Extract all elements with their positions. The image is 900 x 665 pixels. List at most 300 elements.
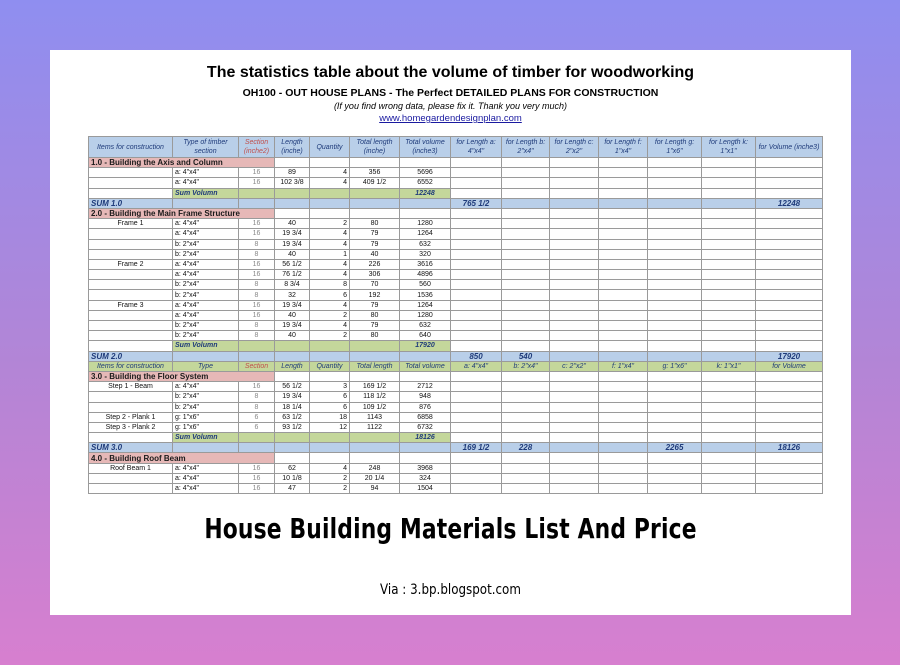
table-cell	[502, 392, 550, 402]
table-cell	[89, 402, 173, 412]
table-cell: b: 2"x4"	[173, 239, 239, 249]
table-cell	[550, 433, 599, 443]
table-cell	[756, 259, 823, 269]
table-cell: 16	[239, 259, 275, 269]
table-cell	[350, 198, 400, 208]
table-row	[89, 280, 823, 290]
table-cell	[702, 422, 756, 432]
table-cell	[451, 208, 502, 218]
table-cell	[502, 249, 550, 259]
table-cell	[599, 178, 648, 188]
table-row	[89, 422, 823, 432]
table-cell	[599, 453, 648, 463]
table-cell	[239, 433, 275, 443]
table-cell	[648, 453, 702, 463]
table-row	[89, 249, 823, 259]
table-cell	[702, 208, 756, 218]
table-cell	[239, 198, 275, 208]
table-cell	[599, 239, 648, 249]
table-cell: 17920	[756, 351, 823, 361]
table-cell: 40	[275, 310, 310, 320]
table-cell: Section	[239, 361, 275, 371]
table-cell	[550, 208, 599, 218]
table-cell: 79	[350, 239, 400, 249]
table-cell	[89, 392, 173, 402]
table-row	[89, 402, 823, 412]
table-cell	[599, 473, 648, 483]
table-cell	[702, 229, 756, 239]
table-cell	[239, 341, 275, 351]
table-cell: 18 1/4	[275, 402, 310, 412]
table-cell	[451, 249, 502, 259]
table-cell	[550, 158, 599, 168]
table-cell: a: 4"x4"	[173, 463, 239, 473]
table-cell: 3	[310, 382, 350, 392]
table-cell: f: 1"x4"	[599, 361, 648, 371]
header-cell: for Length c: 2"x2"	[550, 137, 599, 158]
table-cell	[550, 463, 599, 473]
table-cell	[599, 249, 648, 259]
table-cell	[756, 473, 823, 483]
table-row	[89, 473, 823, 483]
table-cell	[599, 392, 648, 402]
header-cell: for Length f: 1"x4"	[599, 137, 648, 158]
table-row	[89, 300, 823, 310]
table-cell	[599, 402, 648, 412]
table-cell	[756, 300, 823, 310]
table-cell: 16	[239, 382, 275, 392]
table-cell	[756, 158, 823, 168]
table-cell	[702, 463, 756, 473]
table-cell	[756, 433, 823, 443]
table-cell	[756, 422, 823, 432]
table-cell: SUM 3.0	[89, 443, 173, 453]
header-cell: Section (inche2)	[239, 137, 275, 158]
table-cell: b: 2"x4"	[502, 361, 550, 371]
table-cell: 118 1/2	[350, 392, 400, 402]
table-cell: b: 2"x4"	[173, 249, 239, 259]
table-cell: 765 1/2	[451, 198, 502, 208]
table-cell: 4896	[400, 270, 451, 280]
table-cell	[502, 371, 550, 381]
table-cell: 19 3/4	[275, 392, 310, 402]
table-cell	[648, 178, 702, 188]
table-cell	[275, 341, 310, 351]
table-cell	[756, 208, 823, 218]
table-cell	[599, 259, 648, 269]
table-cell	[756, 280, 823, 290]
table-cell: Step 3 - Plank 2	[89, 422, 173, 432]
table-cell	[702, 249, 756, 259]
table-cell	[310, 443, 350, 453]
table-cell: 560	[400, 280, 451, 290]
table-cell	[599, 433, 648, 443]
table-cell	[702, 402, 756, 412]
table-cell: 4	[310, 259, 350, 269]
table-cell: a: 4"x4"	[173, 484, 239, 494]
sheet-note: (If you find wrong data, please fix it. Thank you very much)	[333, 101, 568, 111]
table-cell: Total volume	[400, 361, 451, 371]
table-cell	[310, 188, 350, 198]
table-cell: SUM 1.0	[89, 198, 173, 208]
table-row	[89, 412, 823, 422]
table-cell	[648, 249, 702, 259]
sum-volumn-row	[89, 188, 823, 198]
table-cell	[451, 422, 502, 432]
table-cell: 4	[310, 463, 350, 473]
table-header-row	[89, 137, 823, 158]
table-cell	[502, 219, 550, 229]
table-cell: 4	[310, 178, 350, 188]
table-cell	[502, 463, 550, 473]
table-cell	[599, 382, 648, 392]
table-cell: 62	[275, 463, 310, 473]
table-cell	[756, 484, 823, 494]
table-cell: for Volume	[756, 361, 823, 371]
table-cell	[599, 484, 648, 494]
table-cell	[599, 219, 648, 229]
table-cell	[89, 321, 173, 331]
table-cell	[756, 219, 823, 229]
table-cell	[648, 229, 702, 239]
table-cell: Roof Beam 1	[89, 463, 173, 473]
table-cell	[702, 473, 756, 483]
table-cell	[599, 270, 648, 280]
table-cell	[89, 484, 173, 494]
table-cell: Total length	[350, 361, 400, 371]
table-cell	[502, 310, 550, 320]
table-cell	[756, 310, 823, 320]
table-cell: 409 1/2	[350, 178, 400, 188]
table-cell	[756, 412, 823, 422]
table-cell	[502, 453, 550, 463]
table-row	[89, 382, 823, 392]
table-cell: a: 4"x4"	[173, 270, 239, 280]
table-cell	[451, 219, 502, 229]
table-cell	[648, 433, 702, 443]
table-cell	[648, 310, 702, 320]
spreadsheet-image	[50, 50, 851, 505]
table-cell	[599, 463, 648, 473]
table-cell: Sum Volumn	[173, 341, 239, 351]
table-cell	[648, 219, 702, 229]
table-cell: 70	[350, 280, 400, 290]
table-cell: 6	[239, 422, 275, 432]
table-cell	[702, 443, 756, 453]
table-cell	[310, 158, 350, 168]
table-cell	[89, 270, 173, 280]
table-cell: 324	[400, 473, 451, 483]
table-cell: 40	[350, 249, 400, 259]
table-cell	[756, 168, 823, 178]
table-cell: 1280	[400, 219, 451, 229]
header-cell: for Volume (inche3)	[756, 137, 823, 158]
table-cell	[648, 392, 702, 402]
table-cell	[310, 198, 350, 208]
table-cell	[502, 473, 550, 483]
table-cell	[451, 371, 502, 381]
table-cell	[310, 351, 350, 361]
table-cell: 40	[275, 331, 310, 341]
table-row	[89, 463, 823, 473]
table-cell: a: 4"x4"	[173, 382, 239, 392]
table-cell	[550, 453, 599, 463]
table-cell	[550, 341, 599, 351]
sheet-subtitle: OH100 - OUT HOUSE PLANS - The Perfect DETAILED PLANS FOR CONSTRUCTION	[242, 87, 659, 99]
table-cell	[599, 443, 648, 453]
table-cell	[702, 310, 756, 320]
table-cell: 16	[239, 463, 275, 473]
table-cell	[599, 290, 648, 300]
table-cell	[502, 198, 550, 208]
table-cell: 16	[239, 310, 275, 320]
table-cell	[599, 371, 648, 381]
table-cell: 80	[350, 331, 400, 341]
table-cell	[756, 239, 823, 249]
table-cell: a: 4"x4"	[173, 168, 239, 178]
table-cell	[648, 188, 702, 198]
table-cell: b: 2"x4"	[173, 321, 239, 331]
table-cell	[702, 351, 756, 361]
sheet-title: The statistics table about the volume of timber for woodworking	[206, 64, 695, 81]
table-cell	[702, 239, 756, 249]
table-cell	[173, 443, 239, 453]
table-cell: b: 2"x4"	[173, 280, 239, 290]
table-cell	[89, 280, 173, 290]
table-cell	[550, 310, 599, 320]
table-cell: 109 1/2	[350, 402, 400, 412]
table-cell	[451, 331, 502, 341]
table-cell	[89, 249, 173, 259]
sum-volumn-row	[89, 433, 823, 443]
table-row	[89, 392, 823, 402]
table-cell	[550, 280, 599, 290]
table-cell	[702, 382, 756, 392]
table-cell: 47	[275, 484, 310, 494]
table-cell	[89, 229, 173, 239]
table-cell: 8	[239, 290, 275, 300]
table-row	[89, 270, 823, 280]
table-cell: 5696	[400, 168, 451, 178]
table-cell	[350, 341, 400, 351]
header-cell: Quantity	[310, 137, 350, 158]
table-cell	[648, 270, 702, 280]
header-cell: Items for construction	[89, 137, 173, 158]
table-cell	[451, 270, 502, 280]
section-title: 3.0 - Building the Floor System	[89, 371, 275, 381]
table-cell	[502, 331, 550, 341]
table-cell	[275, 198, 310, 208]
table-cell: 20 1/4	[350, 473, 400, 483]
table-cell	[502, 290, 550, 300]
table-cell	[599, 198, 648, 208]
table-cell: 2	[310, 331, 350, 341]
table-cell	[451, 463, 502, 473]
table-cell	[350, 188, 400, 198]
table-cell	[702, 219, 756, 229]
header-cell: Type of timber section	[173, 137, 239, 158]
timber-table	[88, 136, 823, 494]
table-cell	[350, 433, 400, 443]
table-cell	[275, 453, 310, 463]
table-cell	[550, 422, 599, 432]
section-row	[89, 453, 823, 463]
table-cell	[648, 208, 702, 218]
table-cell: 2	[310, 310, 350, 320]
section-row	[89, 371, 823, 381]
table-cell	[400, 198, 451, 208]
table-cell: 1	[310, 249, 350, 259]
table-cell	[599, 168, 648, 178]
table-cell	[350, 158, 400, 168]
table-cell	[502, 402, 550, 412]
table-cell: 6552	[400, 178, 451, 188]
table-cell: 248	[350, 463, 400, 473]
table-cell	[550, 443, 599, 453]
table-cell	[648, 371, 702, 381]
table-row	[89, 331, 823, 341]
table-cell	[310, 453, 350, 463]
table-cell: 2	[310, 473, 350, 483]
table-cell	[756, 249, 823, 259]
table-cell	[702, 270, 756, 280]
table-cell: 16	[239, 229, 275, 239]
table-cell	[350, 208, 400, 218]
table-cell: 2712	[400, 382, 451, 392]
header-cell: Length (inche)	[275, 137, 310, 158]
table-cell: b: 2"x4"	[173, 392, 239, 402]
table-cell	[550, 229, 599, 239]
table-cell	[702, 341, 756, 351]
table-cell	[502, 259, 550, 269]
table-cell: Frame 3	[89, 300, 173, 310]
table-cell	[550, 382, 599, 392]
section-row	[89, 208, 823, 218]
table-cell	[89, 188, 173, 198]
table-cell: 320	[400, 249, 451, 259]
table-cell	[173, 198, 239, 208]
table-cell	[648, 198, 702, 208]
table-cell	[648, 158, 702, 168]
table-cell: Quantity	[310, 361, 350, 371]
table-cell	[599, 422, 648, 432]
table-cell	[648, 168, 702, 178]
table-cell	[400, 158, 451, 168]
table-cell: 19 3/4	[275, 300, 310, 310]
table-cell: 63 1/2	[275, 412, 310, 422]
table-cell	[350, 443, 400, 453]
table-cell	[599, 229, 648, 239]
table-cell	[702, 484, 756, 494]
table-cell	[89, 310, 173, 320]
table-cell	[550, 198, 599, 208]
table-cell: 56 1/2	[275, 259, 310, 269]
caption-title: House Building Materials List And Price	[204, 512, 697, 545]
table-cell	[756, 178, 823, 188]
table-cell: a: 4"x4"	[173, 219, 239, 229]
table-cell: Frame 1	[89, 219, 173, 229]
table-cell	[702, 158, 756, 168]
table-cell: 4	[310, 321, 350, 331]
table-cell: 6732	[400, 422, 451, 432]
table-cell	[89, 239, 173, 249]
table-cell	[451, 290, 502, 300]
table-cell	[502, 382, 550, 392]
table-cell	[451, 280, 502, 290]
table-cell: Step 2 - Plank 1	[89, 412, 173, 422]
table-cell	[756, 371, 823, 381]
section-title: 4.0 - Building Roof Beam	[89, 453, 275, 463]
table-cell: 17920	[400, 341, 451, 351]
table-cell	[502, 208, 550, 218]
table-cell	[550, 300, 599, 310]
table-cell	[451, 453, 502, 463]
table-cell	[502, 229, 550, 239]
table-cell	[550, 484, 599, 494]
section-row	[89, 158, 823, 168]
table-cell: 94	[350, 484, 400, 494]
table-cell	[275, 371, 310, 381]
source-credit: Via : 3.bp.blogspot.com	[380, 582, 521, 598]
table-cell	[400, 371, 451, 381]
table-cell: 8	[239, 331, 275, 341]
table-cell	[451, 239, 502, 249]
table-cell	[702, 259, 756, 269]
table-cell: 1264	[400, 229, 451, 239]
table-cell	[550, 219, 599, 229]
table-cell: 16	[239, 484, 275, 494]
table-cell	[550, 259, 599, 269]
table-cell	[502, 433, 550, 443]
table-cell: 6858	[400, 412, 451, 422]
table-cell	[502, 188, 550, 198]
table-cell	[89, 473, 173, 483]
table-cell	[599, 310, 648, 320]
table-cell	[599, 158, 648, 168]
table-cell	[648, 473, 702, 483]
sum-row	[89, 351, 823, 361]
table-cell	[550, 249, 599, 259]
table-cell	[451, 382, 502, 392]
table-cell	[648, 463, 702, 473]
table-cell	[400, 453, 451, 463]
header-cell: Total length (inche)	[350, 137, 400, 158]
table-cell	[451, 300, 502, 310]
table-cell: 8	[239, 321, 275, 331]
table-cell	[599, 341, 648, 351]
table-cell	[648, 290, 702, 300]
table-cell: Frame 2	[89, 259, 173, 269]
table-cell: 16	[239, 178, 275, 188]
table-cell	[89, 433, 173, 443]
table-cell	[350, 371, 400, 381]
table-cell: 226	[350, 259, 400, 269]
table-cell	[702, 412, 756, 422]
table-cell	[550, 321, 599, 331]
table-cell: 169 1/2	[451, 443, 502, 453]
table-cell	[756, 341, 823, 351]
table-cell	[702, 300, 756, 310]
table-cell: 1536	[400, 290, 451, 300]
table-cell: 16	[239, 270, 275, 280]
table-cell: b: 2"x4"	[173, 290, 239, 300]
table-cell	[702, 168, 756, 178]
sheet-link[interactable]: www.homegardendesignplan.com	[379, 113, 522, 124]
table-cell	[648, 402, 702, 412]
table-cell	[89, 331, 173, 341]
table-cell	[451, 178, 502, 188]
table-cell: 102 3/8	[275, 178, 310, 188]
